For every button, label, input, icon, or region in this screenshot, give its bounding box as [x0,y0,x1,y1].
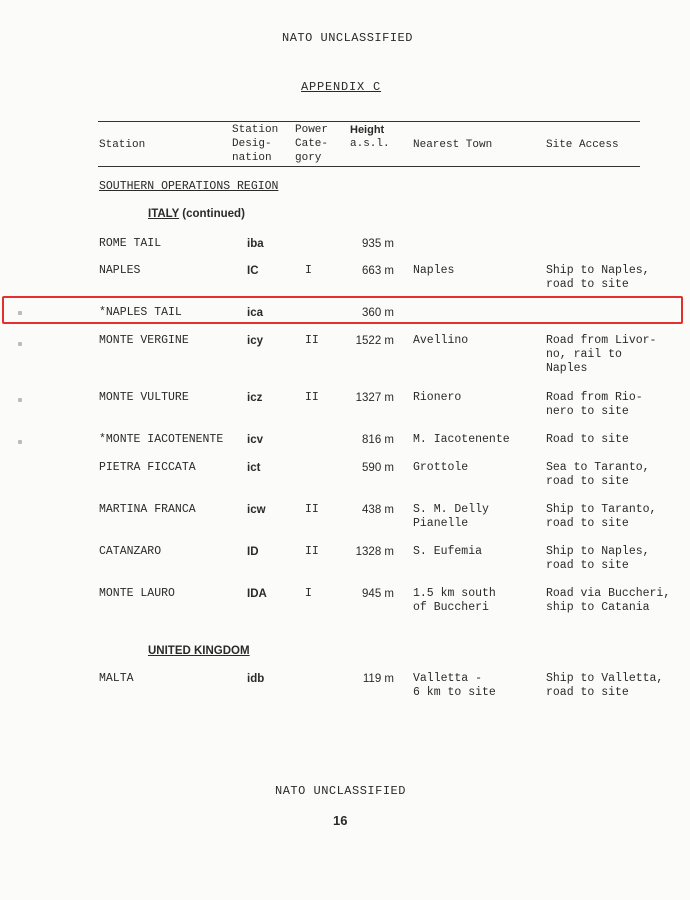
col-designation-line: Desig- [232,138,272,150]
col-site-access: Site Access [546,139,619,151]
site-access-line: Road from Rio- [546,391,643,404]
nearest-town-line: 1.5 km south [413,587,496,600]
site-access-line: ship to Catania [546,601,650,614]
col-designation-line: Station [232,124,279,136]
station-designation: IDA [247,588,267,600]
station-height: 438 m [362,504,394,516]
station-designation: ict [247,462,261,474]
section-name: UNITED KINGDOM [148,645,250,657]
col-designation-line: nation [232,152,272,164]
station-name: MONTE VERGINE [99,334,189,347]
station-name: MALTA [99,672,134,685]
site-access-line: road to site [546,278,629,291]
power-category: II [305,391,319,404]
station-name: MONTE VULTURE [99,391,189,404]
classification-footer: NATO UNCLASSIFIED [275,784,406,798]
power-category: II [305,545,319,558]
station-height: 590 m [362,462,394,474]
nearest-town-line: M. Iacotenente [413,433,510,446]
power-category: I [305,264,312,277]
nearest-town-line: Naples [413,264,455,277]
station-designation: iba [247,238,264,250]
col-power-line: Power [295,124,329,136]
col-power [295,123,328,165]
station-name: MONTE LAURO [99,587,175,600]
power-category: II [305,503,319,516]
nearest-town-line: Avellino [413,334,469,347]
col-height-line: a.s.l. [350,138,390,150]
station-name: PIETRA FICCATA [99,461,196,474]
site-access-line: road to site [546,475,629,488]
station-height: 119 m [362,673,394,685]
appendix-title: APPENDIX C [301,80,382,94]
site-access-line: Road to site [546,433,629,446]
nearest-town-line: Valletta - [413,672,483,685]
col-height [350,123,390,151]
site-access-line: road to site [546,686,629,699]
margin-mark [18,398,22,402]
nearest-town-line: Pianelle [413,517,469,530]
margin-mark [18,440,22,444]
site-access-line: nero to site [546,405,629,418]
col-nearest-town: Nearest Town [413,139,493,151]
station-name: *MONTE IACOTENENTE [99,433,224,446]
col-power-line: gory [295,152,322,164]
power-category: II [305,334,319,347]
nearest-town-line: S. M. Delly [413,503,489,516]
station-height: 1522 m [355,335,394,347]
nearest-town-line: S. Eufemia [413,545,483,558]
nearest-town-line: of Buccheri [413,601,489,614]
section-name: ITALY [148,208,180,220]
page-number: 16 [333,813,348,828]
section-heading-uk [148,644,250,659]
power-category: I [305,587,312,600]
col-station: Station [99,139,146,151]
margin-mark [18,311,22,315]
station-name: MARTINA FRANCA [99,503,196,516]
station-designation: icz [247,392,263,404]
site-access-line: Ship to Valletta, [546,672,664,685]
station-name: *NAPLES TAIL [99,306,182,319]
station-designation: ica [247,307,263,319]
site-access-line: Naples [546,362,588,375]
station-name: ROME TAIL [99,237,162,250]
nearest-town-line: 6 km to site [413,686,496,699]
section-heading-italy [148,207,245,222]
site-access-line: road to site [546,559,629,572]
header-top-rule [98,121,640,122]
station-designation: icy [247,335,263,347]
station-designation: ID [247,546,259,558]
station-name: NAPLES [99,264,141,277]
station-designation: idb [247,673,265,685]
region-heading: SOUTHERN OPERATIONS REGION [99,180,279,193]
margin-mark [18,342,22,346]
station-designation: icw [247,504,266,516]
station-height: 945 m [362,588,394,600]
col-power-line: Cate- [295,138,329,150]
site-access-line: no, rail to [546,348,622,361]
station-height: 935 m [362,238,394,250]
col-designation [232,123,278,165]
classification-header: NATO UNCLASSIFIED [282,31,413,45]
site-access-line: Road via Buccheri, [546,587,671,600]
station-height: 1327 m [355,392,394,404]
col-height-line: Height [350,124,385,136]
site-access-line: Sea to Taranto, [546,461,650,474]
station-height: 360 m [362,307,394,319]
station-designation: IC [247,265,259,277]
site-access-line: Ship to Naples, [546,264,650,277]
site-access-line: Ship to Naples, [546,545,650,558]
station-name: CATANZARO [99,545,162,558]
site-access-line: Ship to Taranto, [546,503,657,516]
nearest-town-line: Grottole [413,461,469,474]
site-access-line: Road from Livor- [546,334,657,347]
site-access-line: road to site [546,517,629,530]
section-suffix: (continued) [179,208,245,220]
nearest-town-line: Rionero [413,391,462,404]
station-height: 663 m [362,265,394,277]
header-bottom-rule [98,166,640,167]
station-designation: icv [247,434,263,446]
station-height: 816 m [362,434,394,446]
station-height: 1328 m [355,546,394,558]
